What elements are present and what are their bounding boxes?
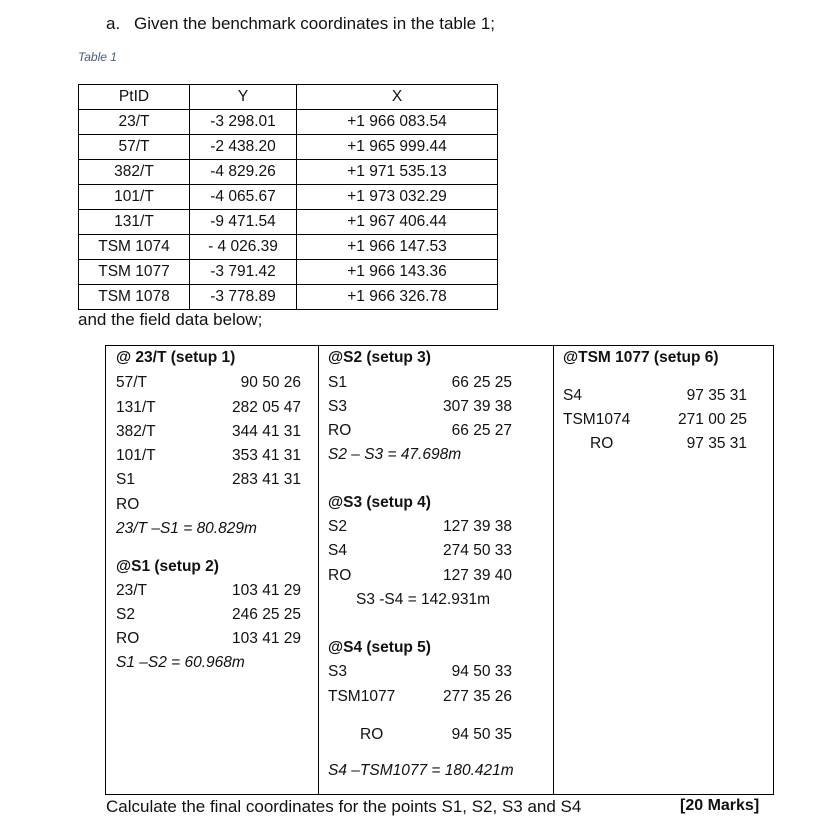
question-text: Given the benchmark coordinates in the table 1; bbox=[134, 14, 495, 33]
setup1-station: RO bbox=[116, 496, 140, 513]
cell-y: -3 791.42 bbox=[190, 260, 297, 285]
cell-x: +1 971 535.13 bbox=[297, 160, 498, 185]
setup1-angle: 90 50 26 bbox=[240, 374, 301, 391]
table-header-row bbox=[79, 85, 498, 110]
marks-label: [20 Marks] bbox=[680, 797, 760, 814]
header-x: X bbox=[297, 85, 498, 110]
setup1-station: 57/T bbox=[116, 374, 148, 391]
setup1-angle: 353 41 31 bbox=[232, 447, 301, 464]
setup2-angle: 103 41 29 bbox=[232, 582, 301, 599]
setup6-station: TSM1074 bbox=[563, 411, 631, 428]
cell-ptid: TSM 1077 bbox=[79, 260, 190, 285]
column-divider bbox=[318, 346, 319, 794]
cell-ptid: 382/T bbox=[79, 160, 190, 185]
setup1-angle: 344 41 31 bbox=[232, 423, 301, 440]
field-data-box bbox=[105, 345, 774, 795]
setup3-title: @S2 (setup 3) bbox=[328, 349, 431, 366]
setup2-station: 23/T bbox=[116, 582, 148, 599]
setup3-angle: 66 25 25 bbox=[451, 374, 512, 391]
setup3-station: S1 bbox=[328, 374, 347, 391]
cell-y: -9 471.54 bbox=[190, 210, 297, 235]
setup5-angle: 94 50 33 bbox=[451, 663, 512, 680]
setup5-station: S3 bbox=[328, 663, 347, 680]
cell-x: +1 966 326.78 bbox=[297, 285, 498, 310]
table-row bbox=[79, 235, 498, 260]
setup5-title: @S4 (setup 5) bbox=[328, 639, 431, 656]
setup6-title: @TSM 1077 (setup 6) bbox=[563, 349, 719, 366]
setup4-station: RO bbox=[328, 567, 352, 584]
table-row bbox=[79, 210, 498, 235]
cell-y: -4 065.67 bbox=[190, 185, 297, 210]
cell-y: -3 778.89 bbox=[190, 285, 297, 310]
setup1-distance: 23/T –S1 = 80.829m bbox=[116, 520, 257, 537]
setup6-angle: 97 35 31 bbox=[686, 435, 747, 452]
setup2-station: S2 bbox=[116, 606, 135, 623]
cell-y: -2 438.20 bbox=[190, 135, 297, 160]
setup3-angle: 66 25 27 bbox=[451, 422, 512, 439]
setup2-title: @S1 (setup 2) bbox=[116, 558, 219, 575]
cell-ptid: 23/T bbox=[79, 110, 190, 135]
cell-ptid: 57/T bbox=[79, 135, 190, 160]
header-y: Y bbox=[190, 85, 297, 110]
question-label: a. bbox=[106, 14, 121, 33]
setup5-station: RO bbox=[360, 726, 384, 743]
column-divider bbox=[553, 346, 554, 794]
setup2-angle: 103 41 29 bbox=[232, 630, 301, 647]
setup4-station: S2 bbox=[328, 518, 347, 535]
setup3-station: RO bbox=[328, 422, 352, 439]
setup2-station: RO bbox=[116, 630, 140, 647]
table-row bbox=[79, 110, 498, 135]
setup1-station: 101/T bbox=[116, 447, 156, 464]
setup1-station: 382/T bbox=[116, 423, 156, 440]
benchmark-table bbox=[78, 84, 498, 310]
setup4-angle: 127 39 40 bbox=[443, 567, 512, 584]
cell-ptid: TSM 1074 bbox=[79, 235, 190, 260]
setup4-angle: 274 50 33 bbox=[443, 542, 512, 559]
cell-x: +1 965 999.44 bbox=[297, 135, 498, 160]
task-instruction: Calculate the final coordinates for the points S1, S2, S3 and S4 bbox=[106, 797, 582, 816]
setup1-station: S1 bbox=[116, 471, 135, 488]
table-row bbox=[79, 285, 498, 310]
question-line bbox=[106, 14, 495, 34]
cell-x: +1 967 406.44 bbox=[297, 210, 498, 235]
setup4-station: S4 bbox=[328, 542, 347, 559]
table-caption: Table 1 bbox=[78, 50, 117, 64]
cell-y: -4 829.26 bbox=[190, 160, 297, 185]
cell-ptid: 101/T bbox=[79, 185, 190, 210]
cell-x: +1 973 032.29 bbox=[297, 185, 498, 210]
setup5-station: TSM1077 bbox=[328, 688, 396, 705]
setup2-angle: 246 25 25 bbox=[232, 606, 301, 623]
setup1-title: @ 23/T (setup 1) bbox=[116, 349, 236, 366]
setup4-title: @S3 (setup 4) bbox=[328, 494, 431, 511]
cell-ptid: 131/T bbox=[79, 210, 190, 235]
setup5-angle: 94 50 35 bbox=[451, 726, 512, 743]
cell-y: -3 298.01 bbox=[190, 110, 297, 135]
cell-x: +1 966 147.53 bbox=[297, 235, 498, 260]
setup6-station: RO bbox=[590, 435, 614, 452]
setup4-distance: S3 -S4 = 142.931m bbox=[356, 591, 490, 608]
cell-x: +1 966 083.54 bbox=[297, 110, 498, 135]
table-row bbox=[79, 185, 498, 210]
setup5-distance: S4 –TSM1077 = 180.421m bbox=[328, 762, 514, 779]
cell-y: - 4 026.39 bbox=[190, 235, 297, 260]
setup1-angle: 283 41 31 bbox=[232, 471, 301, 488]
field-intro: and the field data below; bbox=[78, 310, 263, 329]
setup6-station: S4 bbox=[563, 387, 582, 404]
table-row bbox=[79, 135, 498, 160]
cell-ptid: TSM 1078 bbox=[79, 285, 190, 310]
table-row bbox=[79, 160, 498, 185]
setup2-distance: S1 –S2 = 60.968m bbox=[116, 654, 245, 671]
setup4-angle: 127 39 38 bbox=[443, 518, 512, 535]
table-row bbox=[79, 260, 498, 285]
setup1-angle: 282 05 47 bbox=[232, 399, 301, 416]
setup3-station: S3 bbox=[328, 398, 347, 415]
setup3-distance: S2 – S3 = 47.698m bbox=[328, 446, 462, 463]
setup3-angle: 307 39 38 bbox=[443, 398, 512, 415]
setup6-angle: 271 00 25 bbox=[678, 411, 747, 428]
setup5-angle: 277 35 26 bbox=[443, 688, 512, 705]
setup6-angle: 97 35 31 bbox=[686, 387, 747, 404]
cell-x: +1 966 143.36 bbox=[297, 260, 498, 285]
setup1-station: 131/T bbox=[116, 399, 156, 416]
header-ptid: PtID bbox=[79, 85, 190, 110]
